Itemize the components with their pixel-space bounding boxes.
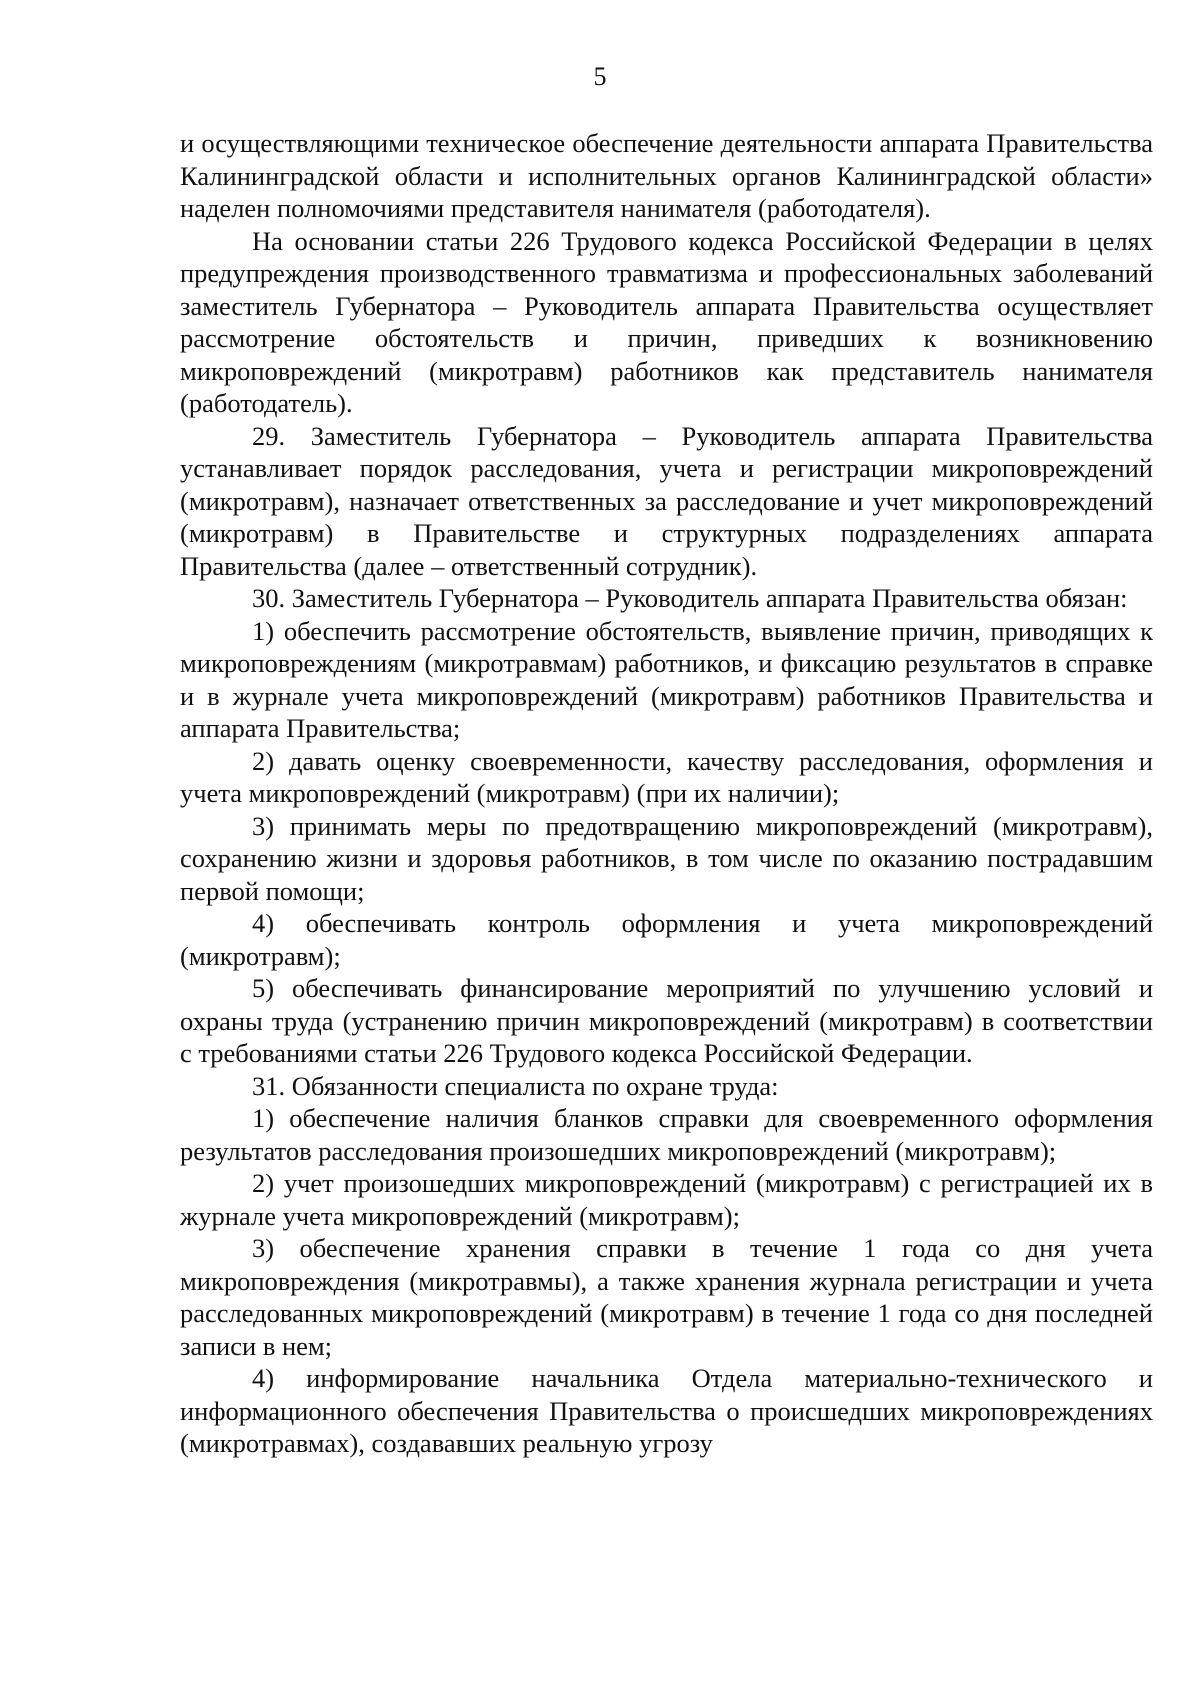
paragraph: 30. Заместитель Губернатора – Руководитель аппарата Правительства обязан: bbox=[252, 583, 1128, 613]
list-item: 2) учет произошедших микроповреждений (микротравм) с регистрацией их в журнале учета микроповреждений (микротравм); bbox=[180, 1168, 1153, 1231]
list-item: 4) информирование начальника Отдела материально-технического и информационного обеспечения Правительства о происшедших микроповреждениях (микротравмах), создававших реальную угрозу bbox=[180, 1363, 1153, 1458]
list-item: 5) обеспечивать финансирование мероприятий по улучшению условий и охраны труда (устранению причин микроповреждений (микротравм) в соответствии с требованиями статьи 226 Трудового кодекса Российской Федерации. bbox=[180, 973, 1153, 1068]
list-item: 4) обеспечивать контроль оформления и учета микроповреждений (микротравм); bbox=[180, 908, 1153, 971]
document-body bbox=[180, 127, 1153, 1460]
page-number: 5 bbox=[593, 62, 607, 91]
list-item: 1) обеспечение наличия бланков справки для своевременного оформления результатов расследования произошедших микроповреждений (микротравм); bbox=[180, 1103, 1153, 1166]
paragraph: 31. Обязанности специалиста по охране труда: bbox=[252, 1070, 779, 1101]
list-item: 1) обеспечить рассмотрение обстоятельств, выявление причин, приводящих к микроповреждениям (микротравмам) работников, и фиксацию результатов в справке и в журнале учета микроповреждений (микротравм) работников Правительства и аппарата Правительства; bbox=[180, 615, 1153, 743]
list-item: 3) принимать меры по предотвращению микроповреждений (микротравм), сохранению жизни и здоровья работников, в том числе по оказанию пострадавшим первой помощи; bbox=[180, 810, 1153, 906]
list-item: 2) давать оценку своевременности, качеству расследования, оформления и учета микроповреждений (микротравм) (при их наличии); bbox=[180, 745, 1153, 808]
paragraph: На основании статьи 226 Трудового кодекса Российской Федерации в целях предупреждения производственного травматизма и профессиональных заболеваний заместитель Губернатора – Руководитель аппарата Правительства осуществляет рассмотрение обстоятельств и причин, приведших к возникновению микроповреждений (микротравм) работников как представитель нанимателя (работодатель). bbox=[180, 225, 1153, 418]
paragraph: 29. Заместитель Губернатора – Руководитель аппарата Правительства устанавливает порядок расследования, учета и регистрации микроповреждений (микротравм), назначает ответственных за расследование и учет микроповреждений (микротравм) в Правительстве и структурных подразделениях аппарата Правительства (далее – ответственный сотрудник). bbox=[180, 420, 1153, 581]
paragraph: и осуществляющими техническое обеспечение деятельности аппарата Правительства Калининградской области и исполнительных органов Калининградской области» наделен полномочиями представителя нанимателя (работодателя). bbox=[180, 128, 1153, 223]
list-item: 3) обеспечение хранения справки в течение 1 года со дня учета микроповреждения (микротравмы), а также хранения журнала регистрации и учета расследованных микроповреждений (микротравм) в течение 1 года со дня последней записи в нем; bbox=[180, 1233, 1153, 1361]
